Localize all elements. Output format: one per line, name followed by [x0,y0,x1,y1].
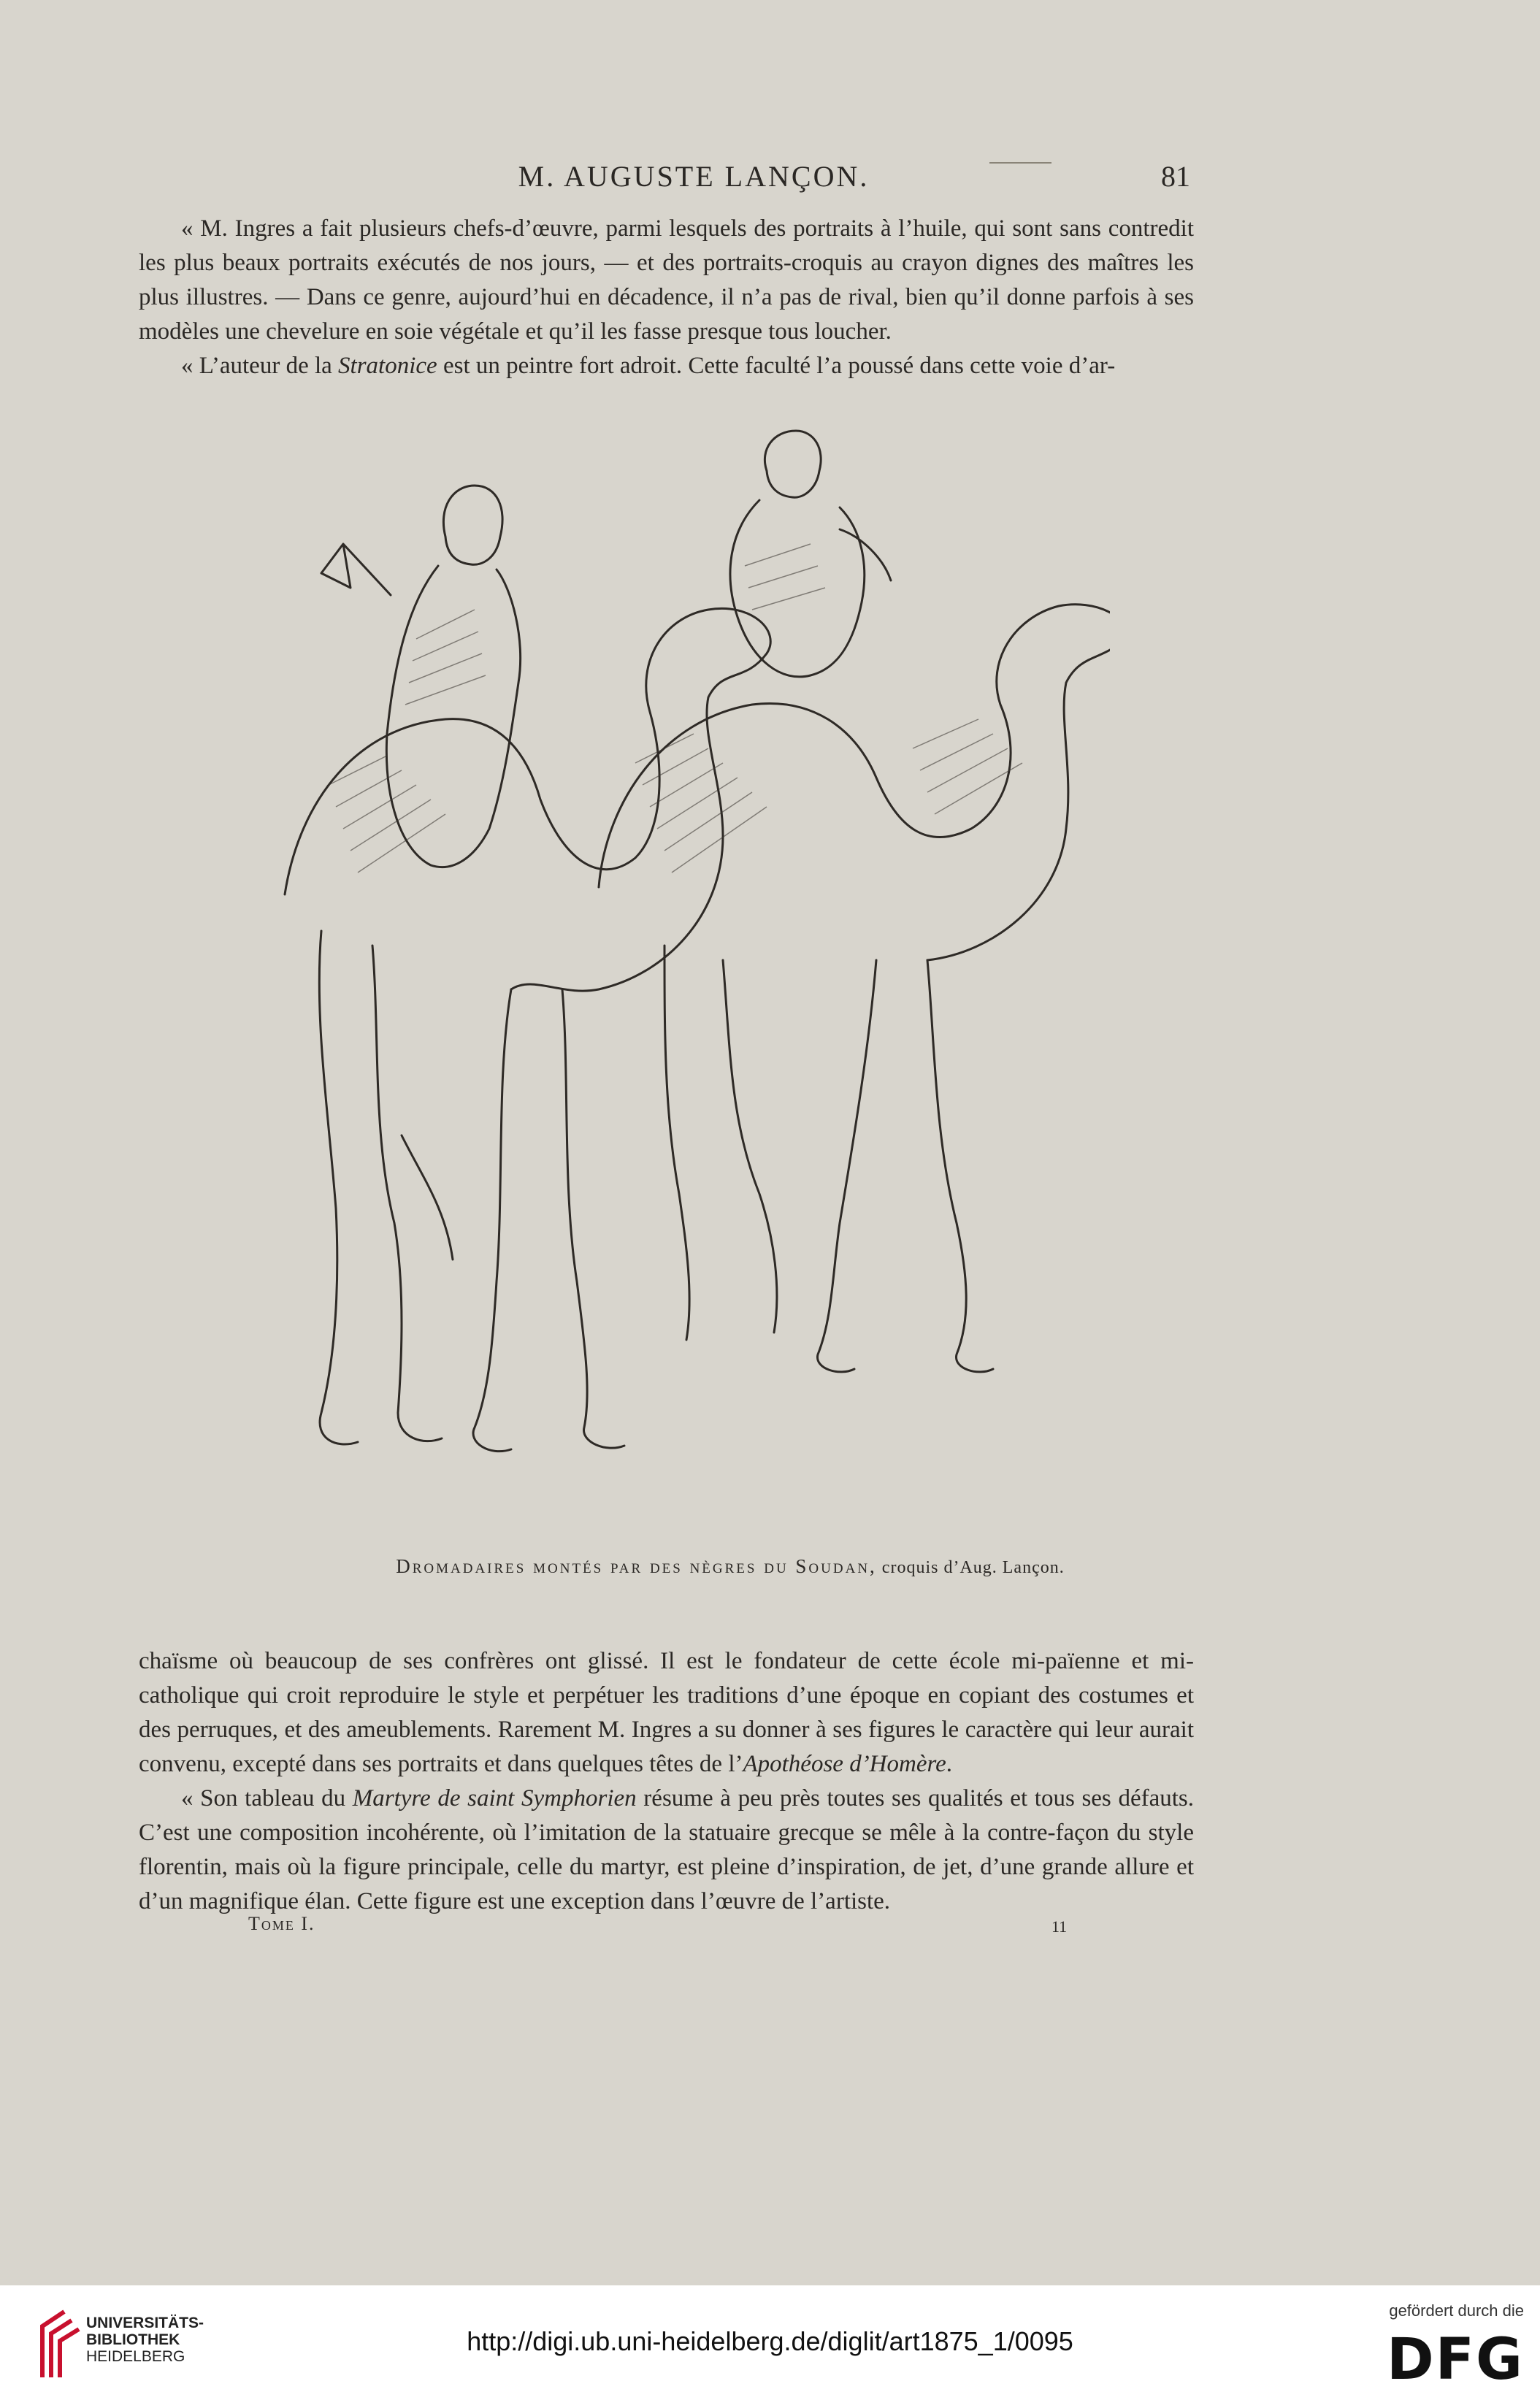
volume-label: Tome I. [248,1913,315,1934]
caption-rest: croquis d’Aug. Lançon. [876,1558,1065,1577]
top-text-block [139,212,1194,383]
italic-title: Apothéose d’Homère [743,1751,946,1777]
paragraph [139,212,1194,349]
viewer-footer-bar [0,2285,1540,2400]
paragraph-text: est un peintre fort adroit. Cette faculté l’a poussé dans cette voie d’ar- [437,353,1116,379]
paragraph-text: « L’auteur de la [181,353,339,379]
page-number: 81 [1161,160,1190,193]
italic-title: Martyre de saint Symphorien [352,1785,637,1811]
paragraph [139,1782,1194,1919]
paragraph [139,349,1194,383]
engraving-illustration [256,420,1110,1548]
caption-smallcaps: Dromadaires montés par des nègres du Soudan, [396,1555,877,1577]
signature-mark: 11 [1051,1917,1068,1936]
header-rule [989,162,1051,164]
funded-by-label: gefördert durch die [1389,2301,1524,2320]
page-header [0,159,1540,203]
paragraph [139,1644,1194,1782]
camels-drawing [256,420,1110,1548]
italic-title: Stratonice [338,353,437,379]
paragraph-text: chaïsme où beaucoup de ses confrères ont glissé. Il est le fondateur de cette école mi-païenne et mi-catholique qui croit reproduire le style et perpétuer les traditions d’une époque en copiant des costumes et des perruques, et des ameublements. Rarement M. Ingres a su donner à ses figures le caractère qui leur aurait convenu, excepté dans ses portraits et dans quelques têtes de l’ [139,1648,1194,1777]
paragraph-text: « M. Ingres a fait plusieurs chefs-d’œuvre, parmi lesquels des portraits à l’huile, qui sont sans contredit les plus beaux portraits exécutés de nos jours, — et des portraits-croquis au crayon dignes des maîtres les plus illustres. — Dans ce genre, aujourd’hui en décadence, il n’a pas de rival, bien qu’il donne parfois à ses modèles une chevelure en soie végétale et qu’il les fasse presque tous loucher. [139,215,1194,345]
library-name-line: HEIDELBERG [86,2348,185,2365]
library-name-line: BIBLIOTHEK [86,2331,180,2348]
permalink-url[interactable]: http://digi.ub.uni-heidelberg.de/diglit/art1875_1/0095 [467,2326,1073,2356]
dfg-logo: DFG [1386,2327,1524,2393]
page-footer [139,1913,1194,1942]
bottom-text-block [139,1644,1194,1919]
library-name-line: UNIVERSITÄTS- [86,2315,204,2331]
paragraph-text: « Son tableau du [181,1785,353,1811]
paragraph-text: résume à peu près toutes ses qualités et tous ses défauts. C’est une composition incohérente, où l’imitation de la statuaire grecque se mêle à la contre-façon du style florentin, mais où la figure principale, celle du martyr, est pleine d’inspiration, de jet, d’une grande allure et d’un magnifique élan. Cette figure est une exception dans l’œuvre de l’artiste. [139,1785,1194,1914]
running-title: M. AUGUSTE LANÇON. [518,160,870,193]
paragraph-text: . [946,1751,953,1777]
figure-caption [219,1555,1241,1578]
